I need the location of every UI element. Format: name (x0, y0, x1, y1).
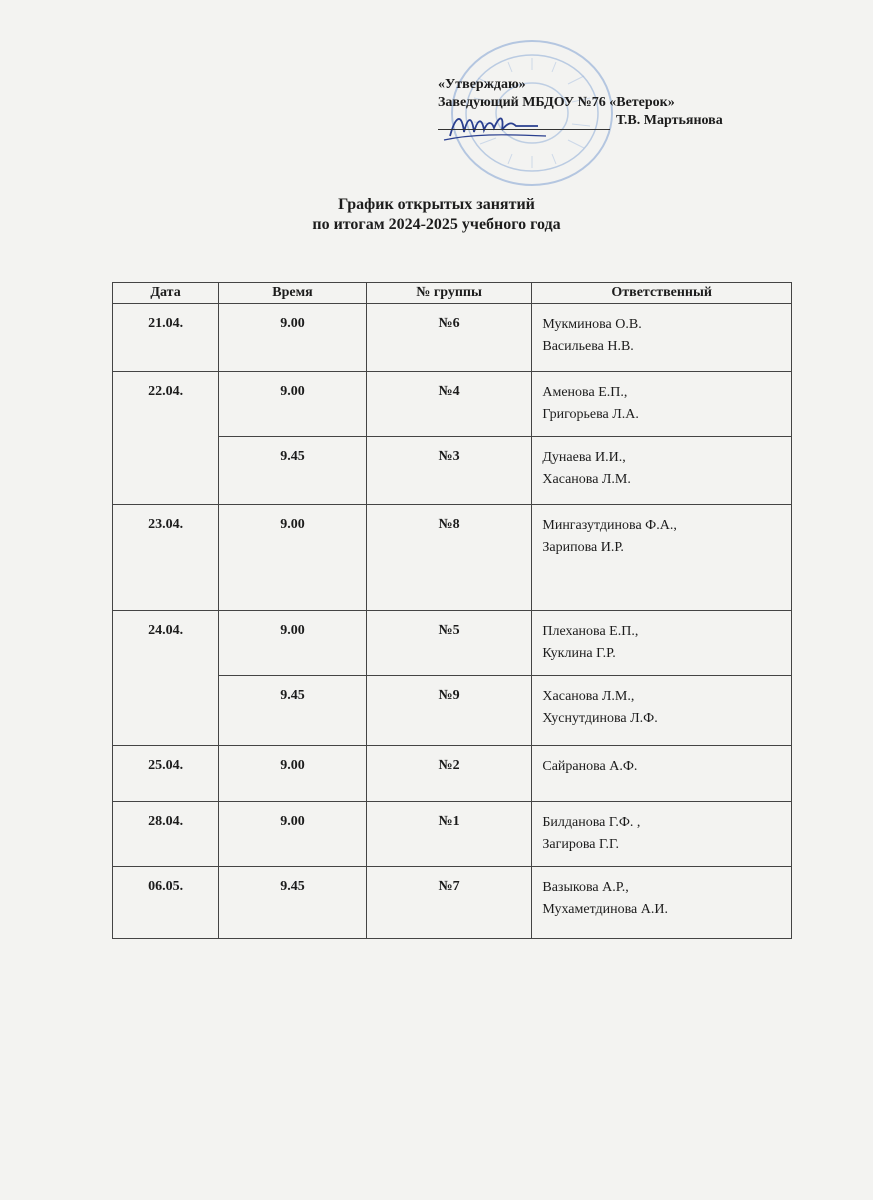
responsible-name: Хуснутдинова Л.Ф. (542, 711, 658, 726)
responsible-name: Сайранова А.Ф. (542, 759, 638, 774)
group-cell: №8 (366, 505, 532, 611)
time-cell: 9.00 (219, 611, 367, 676)
approval-signatory: Т.В. Мартьянова (616, 113, 723, 128)
document-title (0, 195, 873, 235)
date-cell: 23.04. (113, 505, 219, 611)
responsible-cell (532, 802, 792, 867)
table-row (113, 304, 792, 372)
table-header-row (113, 283, 792, 304)
responsible-name: Васильева Н.В. (542, 339, 634, 354)
responsible-cell (532, 437, 792, 505)
table-row (113, 505, 792, 611)
responsible-name: Аменова Е.П., (542, 385, 628, 400)
responsible-name: Дунаева И.И., (542, 450, 626, 465)
approval-signatory-line (438, 112, 723, 130)
signature-line (438, 115, 610, 130)
responsible-name: Плеханова Е.П., (542, 624, 639, 639)
time-cell: 9.45 (219, 676, 367, 746)
responsible-name: Мукминова О.В. (542, 317, 642, 332)
responsible-name: Зарипова И.Р. (542, 540, 624, 555)
approval-position: Заведующий МБДОУ №76 «Ветерок» (438, 95, 675, 110)
group-cell: №6 (366, 304, 532, 372)
group-cell: №1 (366, 802, 532, 867)
responsible-cell (532, 372, 792, 437)
responsible-name: Хасанова Л.М. (542, 472, 631, 487)
group-cell: №5 (366, 611, 532, 676)
responsible-name: Вазыкова А.Р., (542, 880, 629, 895)
date-cell: 25.04. (113, 746, 219, 802)
group-cell: №9 (366, 676, 532, 746)
time-cell: 9.00 (219, 802, 367, 867)
responsible-name: Мингазутдинова Ф.А., (542, 518, 677, 533)
responsible-name: Загирова Г.Г. (542, 837, 620, 852)
responsible-name: Билданова Г.Ф. , (542, 815, 641, 830)
group-cell: №2 (366, 746, 532, 802)
group-cell: №4 (366, 372, 532, 437)
table-row (113, 867, 792, 939)
responsible-cell (532, 676, 792, 746)
responsible-cell (532, 611, 792, 676)
group-cell: №7 (366, 867, 532, 939)
table-row (113, 611, 792, 676)
header-time: Время (219, 283, 367, 304)
header-group: № группы (366, 283, 532, 304)
time-cell: 9.00 (219, 746, 367, 802)
title-line-1: График открытых занятий (338, 196, 535, 213)
responsible-name: Хасанова Л.М., (542, 689, 635, 704)
time-cell: 9.45 (219, 867, 367, 939)
table-row (113, 746, 792, 802)
responsible-cell (532, 746, 792, 802)
time-cell: 9.45 (219, 437, 367, 505)
responsible-cell (532, 505, 792, 611)
header-responsible: Ответственный (532, 283, 792, 304)
approval-heading: «Утверждаю» (438, 77, 526, 92)
time-cell: 9.00 (219, 505, 367, 611)
date-cell: 06.05. (113, 867, 219, 939)
date-cell: 21.04. (113, 304, 219, 372)
responsible-name: Куклина Г.Р. (542, 646, 616, 661)
date-cell: 24.04. (113, 611, 219, 746)
approval-block (438, 76, 723, 130)
title-line-2: по итогам 2024-2025 учебного года (312, 216, 561, 233)
table-row (113, 372, 792, 437)
group-cell: №3 (366, 437, 532, 505)
time-cell: 9.00 (219, 304, 367, 372)
responsible-name: Григорьева Л.А. (542, 407, 639, 422)
table-row (113, 802, 792, 867)
header-date: Дата (113, 283, 219, 304)
schedule-table (112, 282, 792, 939)
responsible-name: Мухаметдинова А.И. (542, 902, 668, 917)
date-cell: 28.04. (113, 802, 219, 867)
date-cell: 22.04. (113, 372, 219, 505)
responsible-cell (532, 867, 792, 939)
responsible-cell (532, 304, 792, 372)
time-cell: 9.00 (219, 372, 367, 437)
